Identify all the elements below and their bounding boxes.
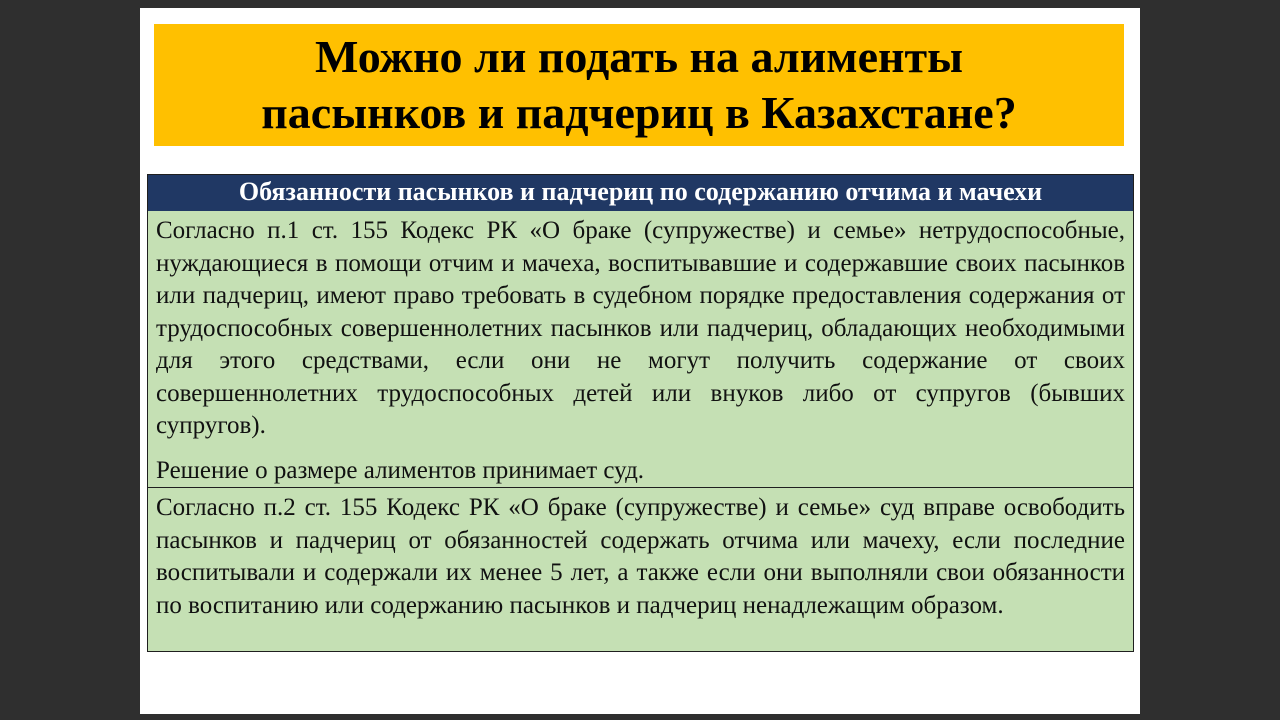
cell-paragraph: Решение о размере алиментов принимает суд. bbox=[156, 456, 645, 484]
slide bbox=[140, 8, 1140, 714]
cell-paragraph: Согласно п.2 ст. 155 Кодекс РК «О браке (супружестве) и семье» суд вправе освободить пасынков и падчериц от обязанностей содержать отчима или мачеху, если последние воспитывали и содержали их менее 5 лет, а также если они выполняли свои обязанности по воспитанию или содержанию пасынков и падчериц ненадлежащим образом. bbox=[156, 494, 1125, 619]
table-cell-article-155-p1 bbox=[148, 211, 1133, 487]
table-header: Обязанности пасынков и падчериц по содержанию отчима и мачехи bbox=[148, 175, 1133, 211]
cell-paragraph: Согласно п.1 ст. 155 Кодекс РК «О браке (супружестве) и семье» нетрудоспособные, нуждающиеся в помощи отчим и мачеха, воспитывавшие и содержавшие своих пасынков или падчериц, имеют право требовать в судебном порядке предоставления содержания от трудоспособных совершеннолетних пасынков или падчериц, обладающих необходимыми для этого средствами, если они не могут получить содержание от своих совершеннолетних трудоспособных детей или внуков либо от супругов (бывших супругов). bbox=[156, 217, 1125, 439]
table-cell-article-155-p2 bbox=[148, 487, 1133, 651]
info-table bbox=[147, 174, 1134, 652]
slide-title-line-1: Можно ли подать на алименты bbox=[315, 31, 963, 82]
title-band bbox=[154, 24, 1124, 146]
slide-title-line-2: пасынков и падчериц в Казахстане? bbox=[261, 87, 1017, 138]
